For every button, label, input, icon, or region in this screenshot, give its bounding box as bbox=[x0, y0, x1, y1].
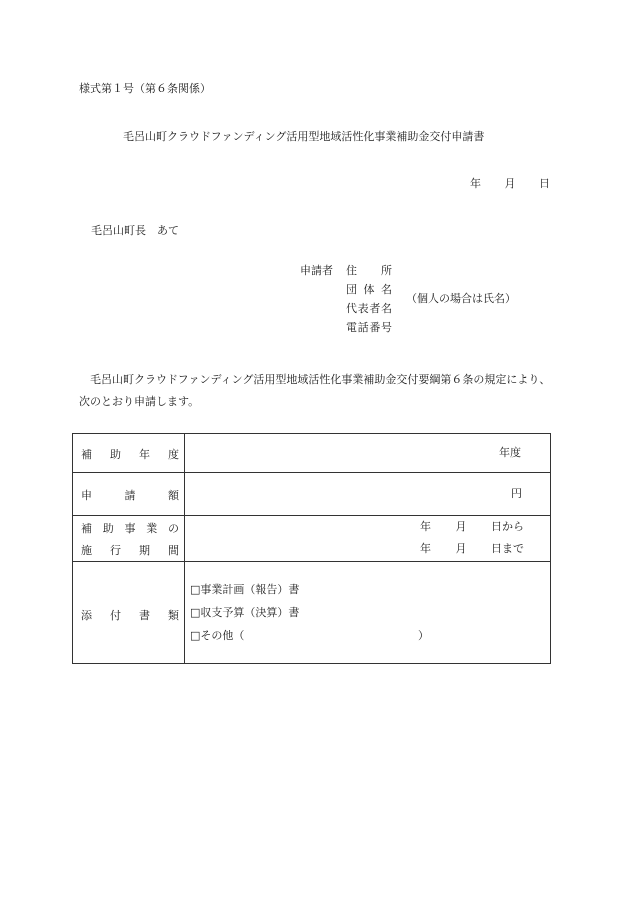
period-from bbox=[420, 520, 524, 534]
char: 書 bbox=[139, 609, 150, 622]
form-number: 様式第１号（第６条関係） bbox=[79, 82, 211, 95]
char: 所 bbox=[381, 264, 392, 277]
period-label-line2 bbox=[81, 542, 179, 558]
period-to-year: 年 bbox=[420, 542, 431, 555]
char: 体 bbox=[363, 283, 375, 296]
period-to-suffix: 日まで bbox=[491, 542, 524, 555]
period-to-month: 月 bbox=[455, 542, 467, 555]
char: 行 bbox=[110, 544, 121, 557]
date-year: 年 bbox=[470, 177, 481, 190]
application-table bbox=[72, 433, 551, 664]
char: 補 bbox=[81, 448, 92, 461]
period-from-month: 月 bbox=[455, 520, 467, 533]
char: 号 bbox=[380, 321, 392, 334]
char: 表 bbox=[357, 302, 369, 315]
char: 請 bbox=[124, 489, 136, 502]
char: 団 bbox=[346, 283, 357, 296]
char: 住 bbox=[346, 264, 357, 277]
representative-field-label bbox=[346, 302, 392, 316]
char: 間 bbox=[168, 544, 179, 557]
fiscal-year-unit: 年度 bbox=[499, 446, 521, 459]
group-name-field-label bbox=[346, 283, 392, 297]
phone-field-label bbox=[346, 321, 392, 335]
char: の bbox=[168, 522, 179, 535]
char: 名 bbox=[380, 302, 392, 315]
date-line bbox=[470, 177, 550, 191]
char: 申 bbox=[81, 489, 92, 502]
char: 電 bbox=[346, 321, 357, 334]
applicant-label: 申請者 bbox=[300, 264, 333, 277]
char: 類 bbox=[168, 609, 179, 622]
address-field-label bbox=[346, 264, 392, 278]
body-paragraph: 毛呂山町クラウドファンディング活用型地域活性化事業補助金交付要綱第６条の規定により、次のとおり申請します。 bbox=[79, 373, 551, 408]
individual-note: （個人の場合は氏名） bbox=[406, 292, 516, 305]
period-from-year: 年 bbox=[420, 520, 431, 533]
period-to bbox=[420, 542, 524, 556]
char: 補 bbox=[81, 522, 92, 535]
attachment-checkbox-business-plan[interactable]: □事業計画（報告）書 bbox=[190, 583, 300, 596]
char: 代 bbox=[346, 302, 357, 315]
char: 添 bbox=[81, 609, 92, 622]
period-from-suffix: 日から bbox=[491, 520, 524, 533]
char: 助 bbox=[110, 448, 121, 461]
char: 年 bbox=[139, 448, 150, 461]
other-close-paren: ） bbox=[418, 629, 429, 642]
char: 額 bbox=[168, 489, 179, 502]
char: 期 bbox=[139, 544, 150, 557]
char: 番 bbox=[369, 321, 381, 334]
date-month: 月 bbox=[504, 177, 516, 190]
period-row bbox=[73, 516, 550, 562]
attachment-checkbox-budget[interactable]: □収支予算（決算）書 bbox=[190, 606, 300, 619]
char: 名 bbox=[381, 283, 392, 296]
char: 度 bbox=[168, 448, 179, 461]
period-label-line1 bbox=[81, 520, 179, 536]
char: 業 bbox=[146, 522, 158, 535]
amount-label bbox=[81, 487, 179, 503]
char: 話 bbox=[357, 321, 369, 334]
addressee: 毛呂山町長 あて bbox=[91, 224, 179, 237]
amount-unit: 円 bbox=[511, 487, 522, 500]
fiscal-year-label bbox=[81, 446, 179, 462]
char: 付 bbox=[110, 609, 121, 622]
char: 者 bbox=[369, 302, 381, 315]
document-title: 毛呂山町クラウドファンディング活用型地域活性化事業補助金交付申請書 bbox=[123, 130, 485, 143]
char: 助 bbox=[102, 522, 114, 535]
amount-row bbox=[73, 473, 550, 516]
attachment-checkbox-other[interactable]: □その他（ bbox=[190, 629, 245, 642]
date-day: 日 bbox=[539, 177, 550, 190]
char: 事 bbox=[124, 522, 136, 535]
fiscal-year-row bbox=[73, 434, 550, 473]
attachments-label bbox=[81, 607, 179, 623]
char: 施 bbox=[81, 544, 92, 557]
attachments-row bbox=[73, 562, 550, 663]
